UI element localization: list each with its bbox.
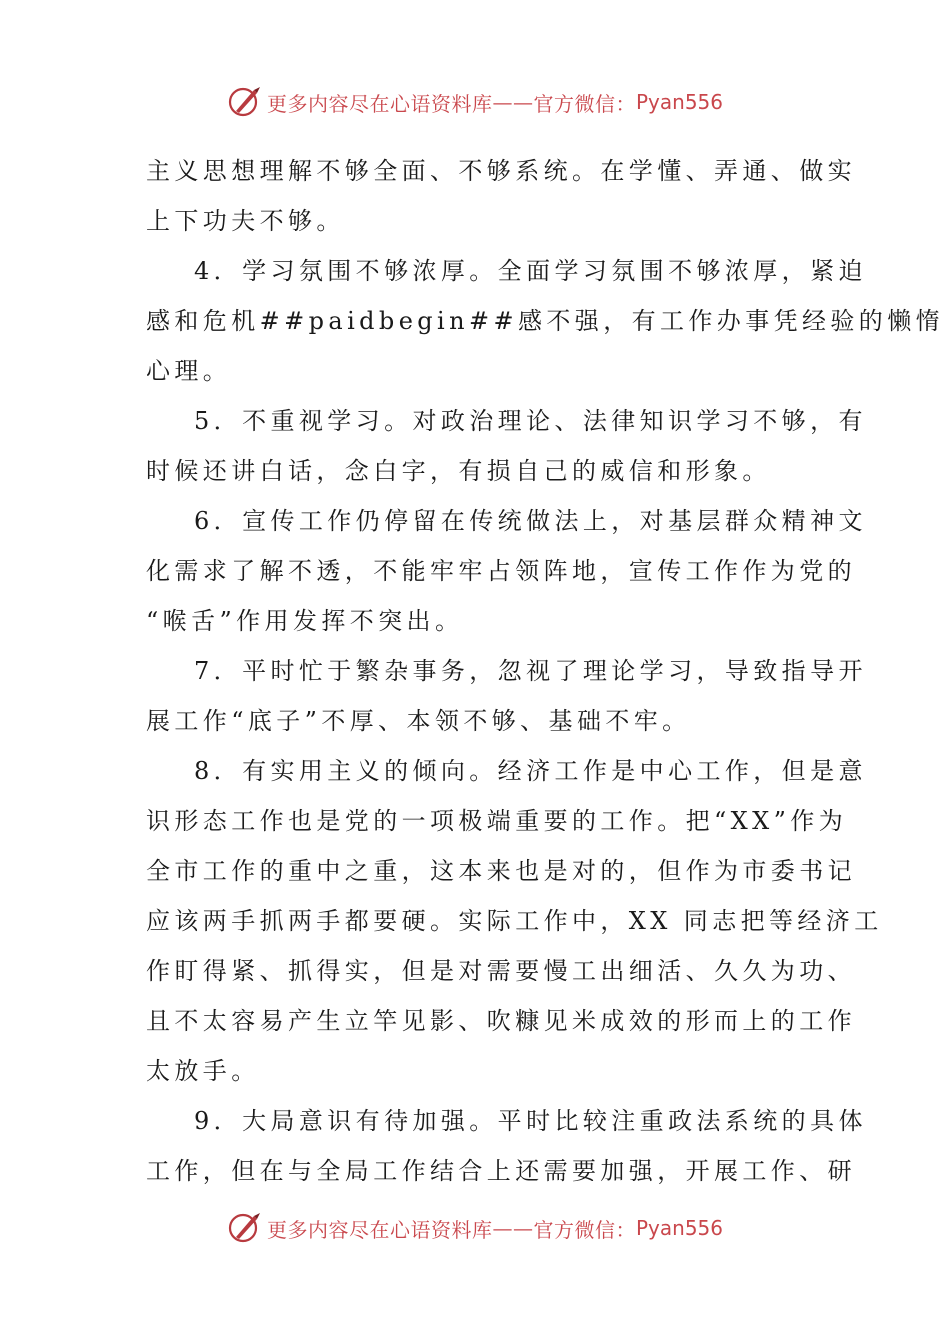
footer-site-text: 更多内容尽在心语资料库 <box>266 1217 493 1242</box>
text-line: 识形态工作也是党的一项极端重要的工作。把“XX”作为 <box>146 807 848 835</box>
header-banner <box>0 82 950 122</box>
text-line: 5．不重视学习。对政治理论、法律知识学习不够，有 <box>194 407 867 435</box>
text-line: 主义思想理解不够全面、不够系统。在学懂、弄通、做实 <box>146 157 856 185</box>
text-line: 6．宣传工作仍停留在传统做法上，对基层群众精神文 <box>194 507 867 535</box>
header-wechat-label: 官方微信： <box>533 91 636 116</box>
text-line: 化需求了解不透，不能牢牢占领阵地，宣传工作作为党的 <box>146 557 856 585</box>
document-body <box>146 146 945 1196</box>
quill-logo-icon <box>227 84 263 120</box>
text-line: 7．平时忙于繁杂事务，忽视了理论学习，导致指导开 <box>194 657 867 685</box>
header-separator: —— <box>492 90 534 114</box>
quill-logo-icon <box>227 1210 263 1246</box>
text-line: 时候还讲白话，念白字，有损自己的威信和形象。 <box>146 457 771 485</box>
text-line: 4．学习氛围不够浓厚。全面学习氛围不够浓厚，紧迫 <box>194 257 867 285</box>
header-site-text: 更多内容尽在心语资料库 <box>266 91 493 116</box>
text-line: 应该两手抓两手都要硬。实际工作中，XX 同志把等经济工 <box>146 907 883 935</box>
text-line: 上下功夫不够。 <box>146 207 345 235</box>
footer-wechat-label: 官方微信： <box>533 1217 636 1242</box>
text-line: 展工作“底子”不厚、本领不够、基础不牢。 <box>146 707 691 735</box>
footer-wechat-id: Pyan556 <box>635 1216 723 1240</box>
text-line: “喉舌”作用发挥不突出。 <box>146 607 464 635</box>
text-line: 且不太容易产生立竿见影、吹糠见米成效的形而上的工作 <box>146 1007 856 1035</box>
text-line: 8．有实用主义的倾向。经济工作是中心工作，但是意 <box>194 757 867 785</box>
footer-banner <box>0 1208 950 1248</box>
text-line: 9．大局意识有待加强。平时比较注重政法系统的具体 <box>194 1107 867 1135</box>
text-line: 工作，但在与全局工作结合上还需要加强，开展工作、研 <box>146 1157 856 1185</box>
text-line: 作盯得紧、抓得实，但是对需要慢工出细活、久久为功、 <box>146 957 856 985</box>
text-line: 感和危机##paidbegin##感不强，有工作办事凭经验的懒惰 <box>146 307 945 335</box>
text-line: 全市工作的重中之重，这本来也是对的，但作为市委书记 <box>146 857 856 885</box>
text-line: 太放手。 <box>146 1057 260 1085</box>
header-wechat-id: Pyan556 <box>635 90 723 114</box>
footer-separator: —— <box>492 1216 534 1240</box>
text-line: 心理。 <box>146 357 232 385</box>
